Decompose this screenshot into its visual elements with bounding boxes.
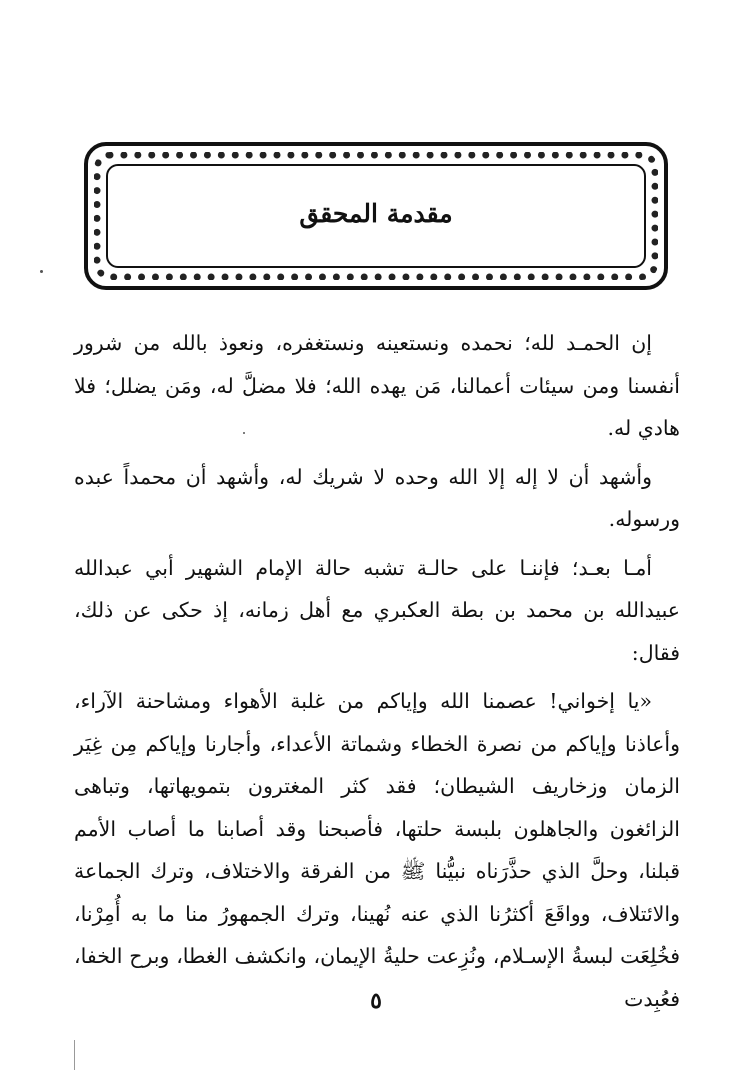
- paragraph-shahada: وأشهد أن لا إله إلا الله وحده لا شريك له، وأشهد أن محمداً عبده ورسوله.: [74, 464, 680, 531]
- scan-speck: [40, 270, 43, 273]
- scan-margin-line: [74, 1040, 75, 1070]
- scan-speck: [243, 432, 245, 434]
- page-number: ٥: [370, 988, 382, 1014]
- title-frame: [84, 142, 668, 290]
- title-frame-dotted-border: [94, 152, 658, 280]
- paragraph-quotation: «يا إخواني! عصمنا الله وإياكم من غلبة الأهواء ومشاحنة الآراء، وأعاذنا وإياكم من نصرة الخطاء وشماتة الأعداء، وأجارنا وإياكم مِن غِيَر الزمان وزخاريف الشيطان؛ فقد كثر المغترون بتمويهاتها، وتباهى الزائغون والجاهلون بلبسة حلتها، فأصبحنا وقد أصابنا ما أصاب الأمم قبلنا، وحلَّ الذي حذَّرَناه نبيُّنا ﷺ من الفرقة والاختلاف، وترك الجماعة والائتلاف، وواقَعَ أكثرُنا الذي عنه نُهينا، وترك الجمهورُ منا ما به أُمِرْنا، فخُلِعَت لبسةُ الإسـلام، ونُزِعت حليةُ الإيمان، وانكشف الغطا، وبرح الخفا، فعُبِدت: [74, 689, 680, 1011]
- paragraph-amma-baad: أمـا بعـد؛ فإننـا على حالـة تشبه حالة الإمام الشهير أبي عبدالله عبيدالله بن محمد بن بطة العكبري مع أهل زمانه، إذ حكى عن ذلك، فقال:: [74, 555, 680, 665]
- page-title: مقدمة المحقق: [299, 198, 453, 228]
- title-frame-core: [106, 164, 646, 268]
- body-text: [74, 322, 680, 1026]
- paragraph-opening: إن الحمـد لله؛ نحمده ونستعينه ونستغفره، ونعوذ بالله من شرور أنفسنا ومن سيئات أعمالنا، مَن يهده الله؛ فلا مضلَّ له، ومَن يضلل؛ فلا هادي له.: [74, 331, 680, 440]
